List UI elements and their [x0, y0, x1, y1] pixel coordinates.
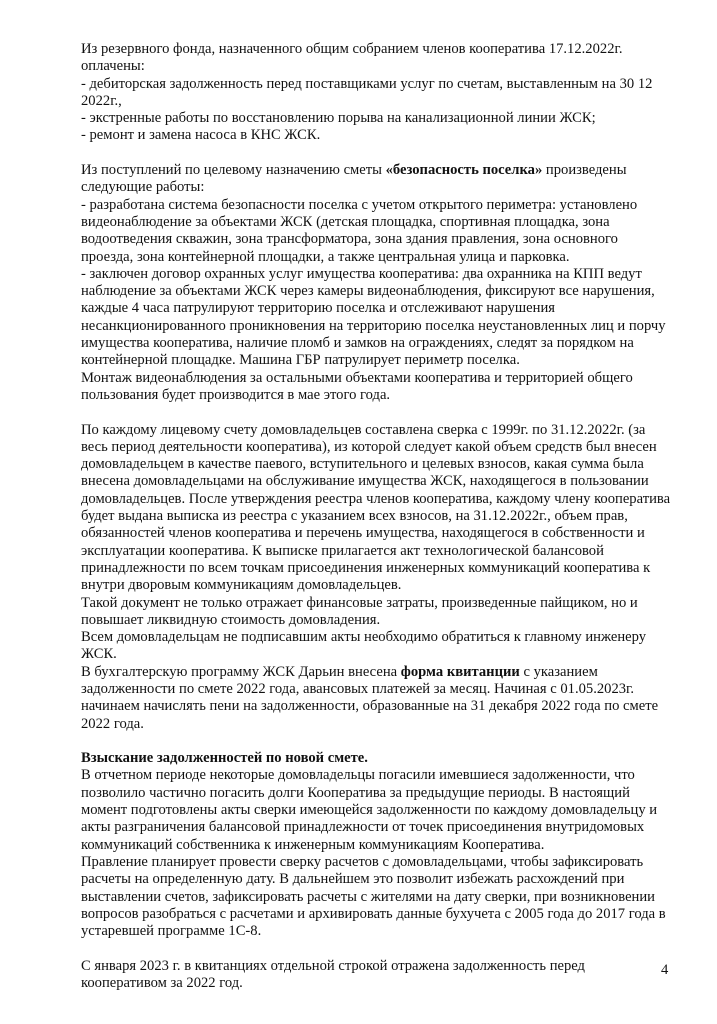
document-page: [81, 41, 671, 992]
document-value-paragraph: Такой документ не только отражает финансовые затраты, произведенные пайщиком, но и повышает ликвидную стоимость домовладения.: [81, 594, 638, 628]
security-item-guard: - заключен договор охранных услуг имущества кооператива: два охранника на КПП ведут наблюдение за объектами ЖСК через камеры видеонаблюдения, фиксируют все нарушения, каждые 4 часа патрулируют территорию поселка и отслеживают нарушения несанкционированного проникновения на территорию поселка неустановленных лиц и порчу имущества кооператива, наличие пломб и замков на ограждениях, следят за порядком на контейнерной площадке. Машина ГБР патрулирует периметр поселка.: [81, 265, 666, 369]
list-item: - экстренные работы по восстановлению порыва на канализационной линии ЖСК;: [81, 110, 596, 127]
list-item: - ремонт и замена насоса в КНС ЖСК.: [81, 127, 321, 144]
receipt-form-paragraph: [81, 664, 671, 733]
security-item-video: - разработана система безопасности поселка с учетом открытого периметра: установлено видеонаблюдение за объектами ЖСК (детская площадка, спортивная площадка, зона водоотведения скважин, зона трансформатора, зона здания правления, зона основного проезда, зона контейнерной площадки, а также центральная улица и парковка.: [81, 196, 638, 265]
list-item: - дебиторская задолженность перед поставщиками услуг по счетам, выставленным на 30 12 2022г.,: [81, 75, 653, 109]
debt-collection-heading-text: Взыскание задолженностей по новой смете.: [81, 750, 368, 767]
reconciliation-plan-paragraph: Правление планирует провести сверку расчетов с домовладельцами, чтобы зафиксировать расчеты на определенную дату. В дальнейшем это позволит избежать расхождений при выставлении счетов, зафиксировать расчеты с жителями на дату сверки, при возникновении вопросов разобраться с расчетами и архивировать данные бухучета с 2005 года до 2017 года в устаревшей программе 1С-8.: [81, 853, 666, 940]
security-intro-bold: «безопасность поселка»: [385, 162, 543, 179]
receipt-form-bold: форма квитанции: [400, 663, 520, 680]
security-intro: [81, 162, 671, 197]
reconciliation-paragraph: По каждому лицевому счету домовладельцев составлена сверка с 1999г. по 31.12.2022г. (за весь период деятельности кооператива), из которой следует какой объем средств был внесен домовладельцем в качестве паевого, вступительного и целевых взносов, какая сумма была внесена домовладельцами на обслуживание имущества ЖСК, находящегося в пользовании домовладельцев. После утверждения реестра членов кооператива, каждому члену кооператива будет выдана выписка из реестра с указанием всех взносов, на 31.12.2022г., объем прав, обязанностей членов кооператива и перечень имущества, находящегося в собственности и эксплуатации кооператива. К выписке прилагается акт технологической балансовой принадлежности по всем точкам присоединения инженерных коммуникаций кооператива к внутри дворовым коммуникациям домовладельцев.: [81, 421, 671, 594]
reserve-fund-intro: Из резервного фонда, назначенного общим собранием членов кооператива 17.12.2022г. оплачены:: [81, 41, 623, 75]
security-intro-text: Из поступлений по целевому назначению сметы: [81, 162, 386, 179]
receipt-line-paragraph: С января 2023 г. в квитанциях отдельной строкой отражена задолженность перед кооперативом за 2022 год.: [81, 957, 585, 992]
debt-collection-heading: [81, 750, 671, 767]
receipt-form-text-end: с указанием задолженности по смете 2022 года, авансовых платежей за месяц. Начиная с 01.05.2023г. начинаем начислять пени на задолженности, образованные на 31 декабря 2022 года по смете 2022 года.: [81, 663, 659, 732]
security-note: Монтаж видеонаблюдения за остальными объектами кооператива и территорией общего пользования будет производится в мае этого года.: [81, 369, 633, 403]
page-number: 4: [661, 962, 669, 978]
debt-collection-paragraph: В отчетном периоде некоторые домовладельцы погасили имевшиеся задолженности, что позволило частично погасить долги Кооператива за предыдущие периоды. В настоящий момент подготовлены акты сверки имеющейся задолженности по каждому домовладельцу и акты разграничения балансовой принадлежности от точек присоединения внутридомовых коммуникаций собственника к инженерным коммуникациям Кооператива.: [81, 767, 658, 853]
security-intro-text-end: произведены следующие работы:: [81, 162, 627, 196]
unsigned-acts-paragraph: Всем домовладельцам не подписавшим акты необходимо обратиться к главному инженеру ЖСК.: [81, 629, 647, 663]
receipt-form-text: В бухгалтерскую программу ЖСК Дарьин внесена: [81, 663, 401, 680]
